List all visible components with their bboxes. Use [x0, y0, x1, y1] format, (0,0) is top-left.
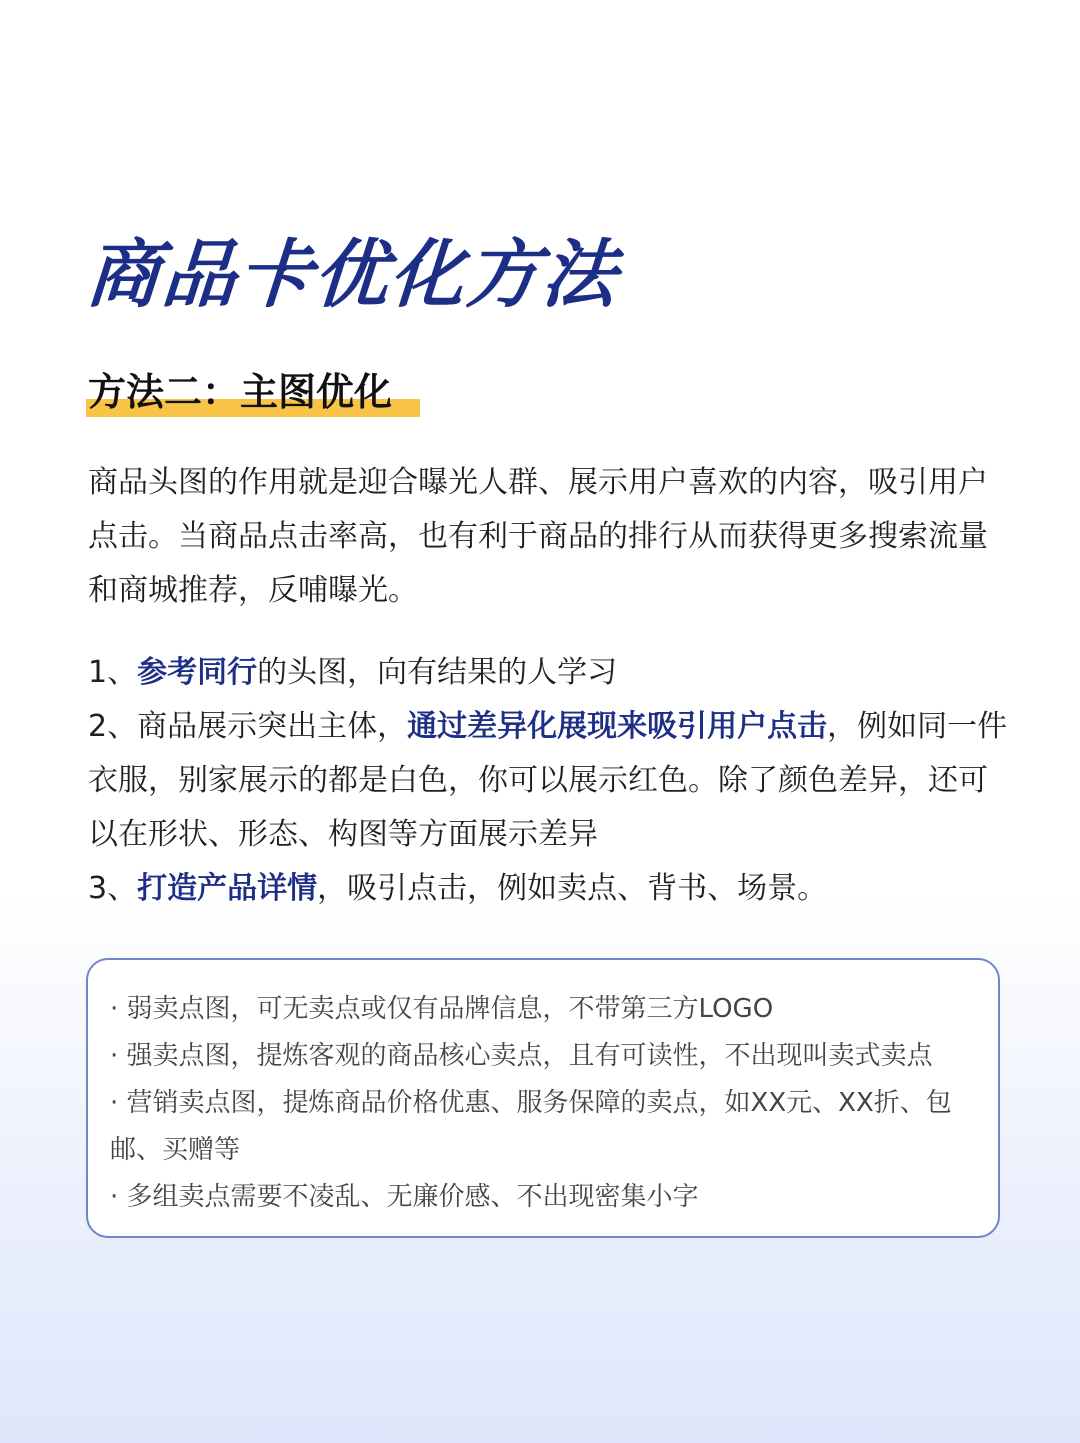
tip-highlight: 通过差异化展现来吸引用户点击 [407, 709, 828, 744]
tip-prefix: 3、 [88, 871, 138, 906]
tip-item-1 [88, 646, 1008, 700]
card-list-item: · 强卖点图，提炼客观的商品核心卖点，且有可读性，不出现叫卖式卖点 [110, 1041, 933, 1071]
tip-prefix: 1、 [88, 655, 138, 690]
page-title: 商品卡优化方法 [82, 232, 622, 318]
section-heading-text: 方法二：主图优化 [88, 370, 393, 414]
tip-prefix: 2、商品展示突出主体， [88, 709, 408, 744]
tip-item-3 [88, 862, 1008, 916]
tip-highlight: 打造产品详情 [137, 871, 318, 906]
tips-list [88, 646, 1008, 916]
card-list-item: · 多组卖点需要不凌乱、无廉价感、不出现密集小字 [110, 1182, 699, 1212]
image-types-list [110, 986, 980, 1221]
tip-suffix: 的头图，向有结果的人学习 [257, 655, 618, 690]
card-list-item: · 营销卖点图，提炼商品价格优惠、服务保障的卖点，如XX元、XX折、包邮、买赠等 [110, 1088, 952, 1165]
tip-suffix: ，吸引点击，例如卖点、背书、场景。 [317, 871, 828, 906]
tip-suffix: ，例如同一件衣服，别家展示的都是白色，你可以展示红色。除了颜色差异，还可以在形状、形态、构图等方面展示差异 [88, 709, 1008, 852]
section-heading [88, 366, 392, 418]
card-list-item: · 弱卖点图，可无卖点或仅有品牌信息，不带第三方LOGO [110, 994, 774, 1024]
image-types-card [86, 958, 1000, 1238]
intro-paragraph: 商品头图的作用就是迎合曝光人群、展示用户喜欢的内容，吸引用户点击。当商品点击率高，也有利于商品的排行从而获得更多搜索流量和商城推荐，反哺曝光。 [88, 465, 988, 608]
tip-item-2 [88, 700, 1008, 862]
tip-highlight: 参考同行 [137, 655, 258, 690]
